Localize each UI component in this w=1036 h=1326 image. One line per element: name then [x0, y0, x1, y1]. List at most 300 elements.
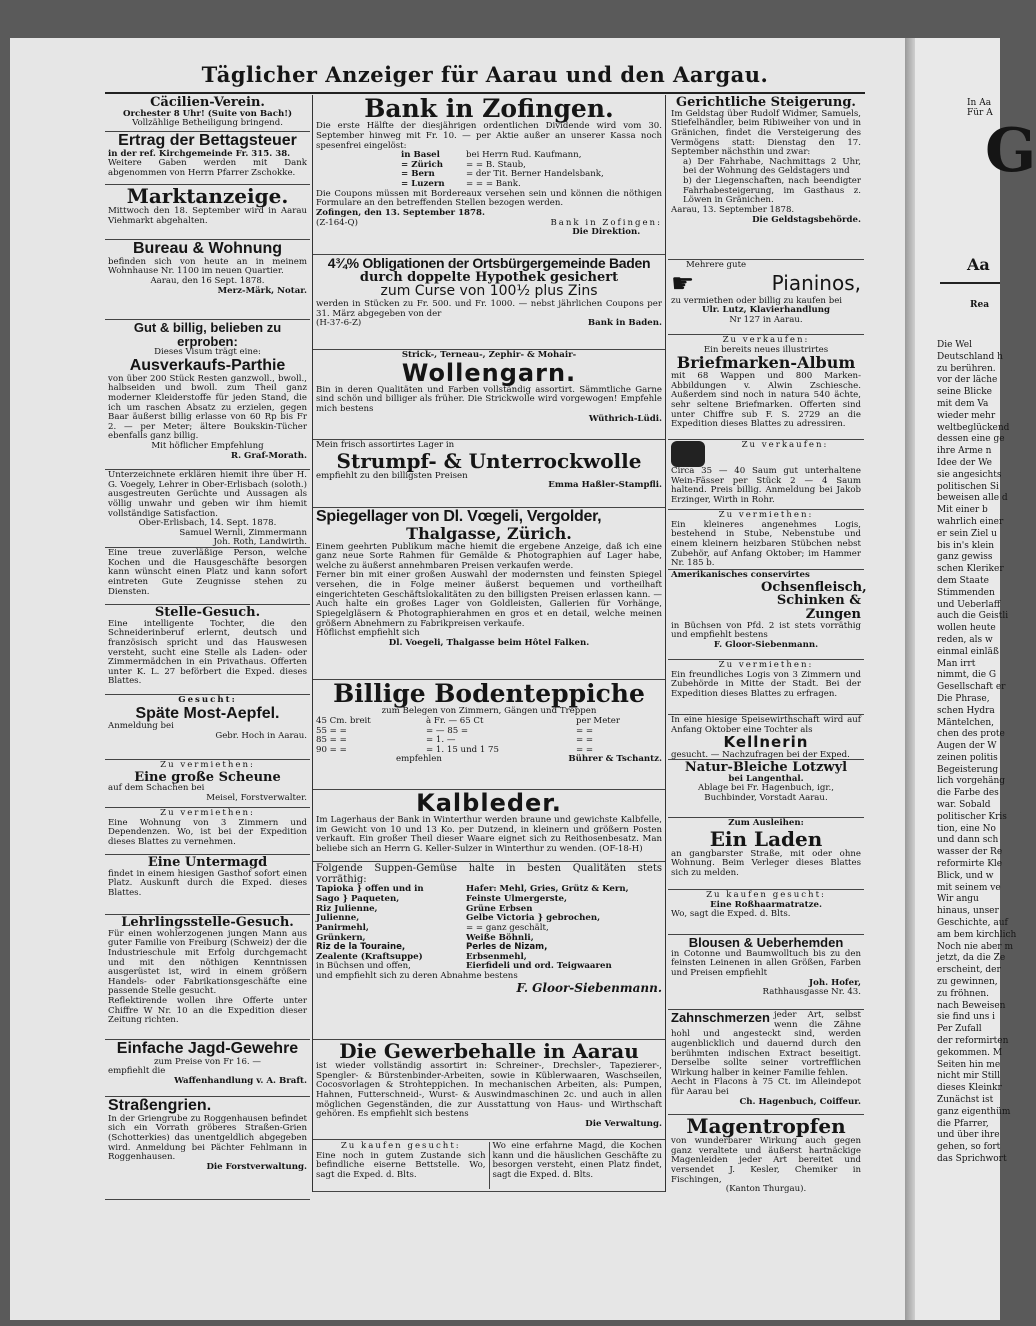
text-line: ihre Arme n: [937, 446, 992, 457]
weinfaesser-heading: [671, 441, 861, 467]
product: Sago } Paqueten,: [316, 894, 400, 904]
ad-wollengarn: [313, 350, 665, 440]
ad-text: in Büchsen und offen,: [316, 961, 411, 972]
ad-bettstelle: [313, 1142, 489, 1189]
text-line: bis in's klein: [937, 540, 995, 551]
ad-title: Eine Untermagd: [147, 855, 268, 870]
ad-text: in der ref. Kirchgemeinde Fr. 315. 38.: [108, 148, 291, 159]
text-line: Seiten hin me: [937, 1059, 1001, 1070]
text-line: war. Sobald: [937, 800, 991, 811]
ad-text: von wunderbarer Wirkung auch gegen ganz veraltete und äußerst hartnäckige Magenleiden jeder Art bereitet und versendet J. Kesler, Chemiker in Fischingen,: [671, 1136, 861, 1185]
barrel-icon: [671, 441, 705, 467]
text-line: Man irrt: [937, 658, 976, 669]
ad-footer: [316, 319, 662, 329]
ad-text: b) der Liegenschaften, nach beendigter Fahrhabesteigerung, im Gasthaus z. Löwen in Gränichen.: [683, 176, 861, 206]
ad-title: Zahnschmerzen: [671, 1010, 770, 1025]
ad-title: Blousen & Ueberhemden: [688, 935, 844, 950]
ad-title: Gerichtliche Steigerung.: [676, 95, 856, 110]
price-value: à Fr. — 65 Ct: [426, 715, 484, 726]
header-line: Für A: [967, 108, 993, 119]
ad-subtitle: Dieses Visum trägt eine:: [154, 347, 261, 358]
price-value: = — 85 =: [426, 725, 469, 736]
product: Hafer: Mehl, Gries, Grütz & Kern,: [466, 884, 629, 895]
branch-bank: = = = Bank.: [466, 179, 521, 189]
ad-text: Anmeldung bei: [108, 721, 174, 732]
ad-signature: F. Gloor-Siebenmann.: [516, 980, 662, 995]
branch-city: in Basel: [401, 150, 440, 161]
masthead: Täglicher Anzeiger für Aarau und den Aargau.: [201, 62, 769, 87]
signature-line: Bank in Zofingen:: [550, 217, 662, 228]
ad-signature: Die Geldstagsbehörde.: [752, 214, 861, 225]
text-line: Deutschland h: [937, 351, 1003, 362]
text-line: weltbeglückend: [937, 422, 1010, 433]
ad-text: mit 68 Wappen und 800 Marken-Abbildungen v. Alwin Zschiesche. Außerdem sind noch in natura 540 ächte, sehr seltene Briefmarken. Offerten sind unter Chiffre sub F. S. 2729 an die Expedition dieses Blattes zu adressiren.: [671, 371, 861, 430]
interest-rate: 4¾%: [327, 255, 359, 271]
ad-subtitle: Zu verkaufen:: [722, 335, 810, 345]
ad-kellnerin: [668, 715, 864, 760]
ad-title: Marktanzeige.: [126, 184, 289, 208]
ad-rosshaarmatratze: [668, 890, 864, 935]
ad-title: Bureau & Wohnung: [132, 240, 283, 257]
ad-title: Ausverkaufs-Parthie: [129, 356, 286, 374]
ad-subtitle: Ein bereits neues illustrirtes: [703, 344, 829, 355]
product: Panirmehl,: [316, 922, 369, 933]
product: Perles de Nizam,: [466, 942, 548, 953]
product: Gelbe Victoria } gebrochen,: [466, 913, 601, 924]
text-line: gehen, so fort: [937, 1142, 1001, 1153]
price-unit: per Meter: [576, 715, 620, 726]
ad-text: Zofingen, den 13. September 1878.: [316, 207, 485, 218]
text-line: Zunächst ist: [937, 1095, 994, 1105]
product: Zealente (Kraftsuppe): [316, 951, 423, 962]
signature-line: Die Direktion.: [572, 227, 641, 238]
ad-title: Straßengrien.: [108, 1097, 212, 1114]
text-line: hinaus, unser: [937, 906, 999, 917]
text-line: Geschichte, auf: [937, 918, 1008, 929]
next-page-text: [937, 340, 1016, 1166]
ad-scheune: [105, 760, 310, 808]
ad-magd: [489, 1142, 666, 1189]
ad-signature: Emma Haßler-Stampfli.: [548, 480, 662, 491]
text-line: er sein Ziel u: [937, 528, 997, 539]
ad-text: zum Preise von Fr 16. —: [154, 1056, 261, 1067]
next-page-rule: [940, 282, 1000, 284]
branch-city: = Zürich: [401, 159, 443, 170]
ad-row-small: [313, 1140, 665, 1192]
ad-subtitle: durch doppelte Hypothek gesichert: [359, 269, 619, 285]
ad-signature: Wüthrich-Lüdi.: [588, 413, 662, 424]
ad-logis-2: [668, 660, 864, 715]
ad-title: Stelle-Gesuch.: [154, 605, 261, 620]
ad-text: Einem geehrten Publikum mache hiemit die ergebene Anzeige, daß ich eine ganz neue Sorte Rahmen für Gemälde & Photographien auf Lager habe, welche zu äußerst annehmbaren Preisen verkaufen werde.: [316, 541, 662, 571]
price-unit: = =: [576, 725, 594, 736]
ad-title: Spiegellager von Dl. Vœgeli, Vergolder,: [316, 508, 602, 525]
ad-subtitle: Mehrere gute: [686, 260, 747, 270]
text-line: zu fröhnen.: [937, 988, 990, 999]
ad-text: Aecht in Flacons à 75 Ct. im Alleindepot für Aarau bei: [671, 1077, 861, 1097]
ad-naturbleiche: [668, 760, 864, 818]
ad-subtitle: Thalgasse, Zürich.: [406, 523, 572, 543]
text-line: die Pfarrer,: [937, 1118, 989, 1129]
ad-subtitle: Zu vermiethen:: [160, 808, 255, 818]
header-line: In Aa: [967, 98, 992, 108]
ad-text: Aarau, 13. September 1878.: [671, 204, 795, 215]
ad-title: Ertrag der Bettagsteuer: [118, 132, 297, 149]
ad-text: in Büchsen von Pfd. 2 ist stets vorräthig und empfiehlt bestens: [671, 620, 861, 641]
text-line: Mäntelchen,: [937, 717, 995, 728]
product: Tapioka } offen und in: [316, 884, 424, 895]
text-line: die Farbe des: [937, 788, 999, 799]
ad-signature: Dl. Voegeli, Thalgasse beim Hôtel Falken.: [388, 637, 590, 648]
ad-title: Pianinos,: [771, 271, 861, 296]
ad-code: (Z-164-Q): [316, 217, 358, 228]
ad-ausverkauf: [105, 320, 310, 470]
ad-text: empfehlen: [396, 754, 442, 765]
ad-text: Ablage bei Fr. Hagenbuch, igr., Buchbinder, Vorstadt Aarau.: [697, 783, 835, 803]
text-line: zeinen politis: [937, 752, 998, 763]
ad-code: (H-37-6-Z): [316, 318, 362, 329]
ad-ochsenfleisch: [668, 570, 867, 660]
ad-text: auf dem Schachen bei: [108, 783, 205, 794]
product-list-right: [466, 885, 662, 972]
ad-title: Einfache Jagd-Gewehre: [116, 1040, 299, 1057]
ad-footer: [316, 219, 662, 238]
price-value: = 1. —: [426, 735, 456, 746]
product: Riz Julienne,: [316, 903, 378, 914]
text-line: das Sprichwort: [937, 1153, 1007, 1164]
ad-text: Eine treue zuverläßige Person, welche Kochen und die Hausgeschäfte besorgen kann wünscht einen Platz und kann sofort eintreten Gute Zeugnisse stehen zu Diensten.: [108, 548, 307, 597]
text-line: einmal einläß: [937, 646, 999, 657]
ad-magentropfen: [668, 1115, 864, 1200]
text-line: wollen heute: [937, 623, 996, 634]
text-line: zu berühren.: [937, 363, 996, 374]
ad-signature: Meisel, Forstverwalter.: [206, 792, 307, 803]
text-line: Die Wel: [937, 340, 973, 350]
price-unit: = =: [576, 735, 594, 746]
product: Julienne,: [316, 913, 360, 924]
ad-text: Ein kleineres angenehmes Logis, bestehend in Stube, Nebenstube und einem kleinern heizbaren Stübchen nebst Zubehör, auf Anfang Oktober; im Hammer Nr. 185 b.: [671, 519, 861, 569]
branch-city: = Luzern: [401, 179, 445, 189]
text-line: Augen der W: [937, 741, 997, 752]
ad-text: Reflektirende wollen ihre Offerte unter Chiffre W Nr. 10 an die Expedition dieser Zeitung richten.: [108, 996, 307, 1026]
ad-signature: Ulr. Lutz, Klavierhandlung: [701, 305, 830, 316]
ad-steigerung: [668, 95, 864, 260]
text-line: schen Hydra: [937, 705, 995, 716]
ad-text: Ein freundliches Logis von 3 Zimmern und Zubehörde in Mitte der Stadt. Bei der Expedition dieses Blattes zu erfragen.: [671, 669, 861, 699]
text-line: Noch nie aber m: [937, 941, 1014, 952]
text-line: erscheint, der: [937, 965, 1001, 976]
text-line: der reformirten: [937, 1036, 1009, 1047]
ad-title: Billige Bodenteppiche: [333, 679, 645, 708]
text-line: und dann sch: [937, 835, 999, 846]
text-line: und über ihre: [937, 1130, 1000, 1141]
ad-signature: Joh. Roth, Landwirth.: [213, 537, 307, 548]
price-table: [316, 717, 662, 756]
ad-text: Im Geldstag über Rudolf Widmer, Samuels, Stiefelhändler, beim Ribiweiher von und in Gränichen, findet die Versteigerung des Vermögens statt: Dienstag den 17. September nächsthin und zwar:: [671, 108, 861, 158]
ad-subtitle: Zu kaufen gesucht:: [340, 1141, 461, 1151]
ad-erklaerung: [105, 470, 310, 548]
ad-title: Gut & billig, belieben zu erproben:: [133, 320, 282, 349]
text-line: dem Staate: [937, 575, 989, 586]
ad-strassengrien: [105, 1097, 310, 1200]
branch-bank: bei Herrn Rud. Kaufmann,: [466, 150, 582, 161]
ad-caecilien: [105, 95, 310, 132]
right-column: [668, 95, 867, 1200]
text-line: mit seinem ve: [937, 882, 1001, 893]
ad-subtitle: Zu kaufen gesucht:: [706, 890, 826, 900]
next-page-subtitle: Rea: [970, 300, 990, 310]
text-line: und Ueberlaff: [937, 599, 1001, 610]
ad-treue-person: [105, 548, 310, 605]
ad-title: Späte Most-Aepfel.: [135, 704, 280, 722]
ad-subtitle: Zu vermiethen:: [718, 510, 814, 520]
text-line: nicht mir Still: [937, 1071, 1000, 1082]
ad-text: Eine intelligente Tochter, die den Schneiderinberuf erlernt, deutsch und französisch spricht und das Hauswesen versteht, sucht eine Stelle als Laden- oder Zimmermädchen in ein Privathaus. Offerten unter K. L. 27 beförbert die Exped. dieses Blattes.: [108, 618, 307, 687]
ad-text: In der Griengrube zu Roggenhausen befindet sich ein Vorrath gröberes Straßen-Grien (Schotterkies) das unentgeldlich abgegeben wird. Anmeldung bei Pächter Fehlmann in Roggenhausen.: [108, 1113, 307, 1163]
ad-text: a) Der Fahrhabe, Nachmittags 2 Uhr, bei der Wohnung des Geldstagers und: [683, 156, 861, 177]
ad-gewerbehalle: [313, 1040, 665, 1140]
text-line: am bem kirchlich: [937, 929, 1017, 940]
ad-subtitle: Amerikanisches conservirtes: [671, 570, 810, 580]
ad-text: befinden sich von heute an in meinem Wohnhause Nr. 1100 im neuen Quartier.: [108, 256, 307, 277]
pointing-hand-icon: ☛: [671, 268, 695, 299]
ad-text: Wo, sagt die Exped. d. Blts.: [671, 909, 791, 920]
ad-text: Bin in deren Qualitäten und Farben vollständig assortirt. Sämmtliche Garne sind schön und billiger als früher. Die Strickwolle wird vorgewogen! Empfehle mich bestens: [316, 384, 662, 415]
ad-subtitle: zum Belegen von Zimmern, Gängen und Treppen: [381, 706, 597, 717]
ad-laden: [668, 818, 864, 890]
price-row: [316, 727, 662, 737]
price-width: 85 = =: [316, 735, 347, 746]
ad-text: zu vermiethen oder billig zu kaufen bei: [671, 295, 843, 306]
text-line: zu gewinnen,: [937, 977, 998, 988]
product-list-left: [316, 885, 466, 972]
text-line: mit dem Va: [937, 398, 989, 409]
text-line: ganz gewiss: [937, 552, 993, 563]
ad-pianinos: [668, 260, 864, 335]
ad-title: Lehrlingsstelle-Gesuch.: [121, 915, 294, 930]
ad-strumpfwolle: [313, 440, 665, 508]
product: Grünkern,: [316, 932, 366, 943]
ad-text: von über 200 Stück Resten ganzwoll., bwoll., halbseiden und bwoll. zum Theil ganz moderner Kleiderstoffe für jeden Stand, die ich um raschen Absatz zu erzielen, gegen Baar äußerst billig erlasse von 60 Rp bis Fr 2. — per Meter; ältere Boukskin-Tücher ebenfalls ganz billig.: [108, 373, 307, 442]
text-line: wieder mehr: [937, 410, 996, 421]
ad-signature: Ch. Hagenbuch, Coiffeur.: [739, 1096, 861, 1107]
ad-text: Orchester 8 Uhr! (Suite von Bach!): [122, 108, 293, 119]
ad-wohnung: [105, 808, 310, 855]
ad-text: Mittwoch den 18. September wird in Aarau Viehmarkt abgehalten.: [108, 206, 307, 226]
ad-signature: Die Forstverwaltung.: [206, 1161, 307, 1172]
ad-bodenteppiche: [313, 680, 665, 790]
ad-subtitle: Zu vermiethen:: [160, 760, 255, 770]
ad-marktanzeige: [105, 185, 310, 240]
ad-signature: Die Verwaltung.: [585, 1118, 662, 1129]
ad-logis: [668, 510, 864, 570]
product-lists: [316, 885, 662, 972]
text-line: jetzt, da die Ze: [937, 953, 1006, 964]
ad-title: Magentropfen: [686, 1114, 846, 1138]
price-row: [316, 717, 662, 727]
text-line: reden, als w: [937, 634, 993, 645]
product: Weiße Böhnli,: [466, 932, 534, 943]
next-page-title: Aa: [967, 255, 990, 274]
ad-bureau-wohnung: [105, 240, 310, 320]
ad-obligationen: [313, 255, 665, 350]
text-line: Stimmenden: [937, 587, 995, 598]
ad-bank-zofingen: [313, 95, 665, 255]
ad-text: Ober-Erlisbach, 14. Sept. 1878.: [138, 518, 277, 529]
branch-city: = Bern: [401, 169, 435, 180]
ad-signature: F. Gloor-Siebenmann.: [713, 639, 819, 650]
ad-stelle-gesuch: [105, 605, 310, 695]
ad-text: jeder Art, selbst wenn die Zähne hohl und angesteckt sind, werden augenblicklich und dauernd durch den berühmten indischen Extract beseitigt. Derselbe sollte seiner vortrefflichen Wirkung halber in keiner Familie fehlen.: [671, 1010, 861, 1078]
ad-subtitle: Strick-, Terneau-, Zephir- & Mohair-: [401, 350, 577, 360]
next-page-fragment: [915, 38, 1036, 1320]
ad-text: Folgende Suppen-Gemüse halte in besten Qualitäten stets vorräthig:: [316, 863, 662, 886]
ad-text: Ferner bin mit einer großen Auswahl der modernsten und feinsten Spiegel versehen, die in Folge meiner äußerst bequemen und vortheilhaft eingerichteten Geschäftslokalitäten zu den billigsten Preisen erlassen kann. — Auch halte ein großes Lager von Goldleisten, Gallerien für Vorhänge, Spiegelgläsern & Photographierahmen en gros et en detail, welche meinen größern Abnehmern zu Fabrikpreisen verkaufe.: [316, 570, 662, 629]
ad-weinfaesser: [668, 440, 864, 510]
text-line: Wir angu: [937, 894, 979, 905]
text-line: lich vorgehäng: [937, 776, 1006, 787]
ad-title: Ein Laden: [709, 826, 823, 851]
ad-text: findet in einem hiesigen Gasthof sofort einen Platz. Auskunft durch die Exped. dieses Blattes.: [108, 868, 307, 898]
text-line: beweisen alle d: [937, 493, 1008, 504]
ad-title: Kellnerin: [723, 733, 809, 752]
ad-title: Ochsenfleisch, Schinken & Zungen: [761, 579, 867, 622]
ad-title: Die Gewerbehalle in Aarau: [339, 1039, 639, 1063]
ad-most-aepfel: [105, 695, 310, 760]
ad-title: Obligationen der Ortsbürgergemeinde Baden: [362, 255, 651, 271]
ad-subtitle: Zu verkaufen:: [741, 440, 829, 450]
ad-subtitle: Zu vermiethen:: [718, 660, 814, 670]
text-line: Gesellschaft er: [937, 682, 1006, 693]
price-width: 45 Cm. breit: [316, 715, 371, 726]
ad-signature: R. Graf-Morath.: [230, 450, 307, 461]
text-line: nach Beweisen: [937, 1000, 1006, 1011]
text-line: schen Kleriker: [937, 564, 1004, 575]
ad-subtitle: Mein frisch assortirtes Lager in: [316, 440, 455, 450]
ad-text: in Cotonne und Baumwolltuch bis zu den feinsten Leinenen in allen Größen, Farben und Preisen empfiehlt: [671, 948, 861, 978]
ad-blousen: [668, 935, 864, 1010]
ad-title: Eine große Scheune: [134, 769, 281, 785]
ad-zahnschmerzen: [668, 1010, 864, 1115]
product: Feinste Ulmergerste,: [466, 894, 567, 904]
ad-text: werden in Stücken zu Fr. 500. und Fr. 1000. — nebst jährlichen Coupons per 31. März abgegeben von der: [316, 299, 662, 319]
ad-lehrlingsstelle: [105, 915, 310, 1040]
ad-signature: [550, 219, 662, 238]
text-line: Begeisterung: [937, 764, 999, 775]
ad-text: Vollzählige Betheiligung bringend.: [132, 118, 283, 129]
ad-title: Kalbleder.: [416, 789, 562, 817]
text-line: Blick, und w: [937, 870, 994, 881]
ad-title: Cäcilien-Verein.: [150, 95, 265, 110]
ad-signature: Bührer & Tschantz.: [568, 754, 662, 765]
price-unit: = =: [576, 744, 594, 755]
branch-bank: = der Tit. Berner Handelsbank,: [466, 169, 604, 180]
ad-suppen-gemuese: [313, 862, 665, 1040]
text-line: Per Zufall: [937, 1024, 982, 1035]
ad-text: Rathhausgasse Nr. 43.: [762, 987, 861, 998]
text-line: wasser der Re: [937, 847, 1003, 858]
ad-text: Mit höflicher Empfehlung: [151, 441, 264, 452]
next-page-title-letter: G: [985, 116, 1036, 186]
text-line: seine Blicke: [937, 387, 992, 398]
ad-text: und empfiehlt sich zu deren Abnahme bestens: [316, 971, 518, 981]
text-line: dessen eine ge: [937, 434, 1005, 445]
middle-column: [312, 95, 666, 1192]
ad-subtitle: Gesucht:: [178, 695, 237, 705]
ad-price: zum Curse von 100½ plus Zins: [380, 283, 598, 300]
ad-text: Die erste Hälfte der diesjährigen ordentlichen Dividende wird vom 30. September hinweg mit Fr. 10. — per Aktie außer an unserer Kassa noch spesenfrei eingelöst:: [316, 121, 662, 151]
text-line: politischen Si: [937, 481, 999, 492]
text-line: sie angesichts: [937, 469, 1002, 480]
text-line: Die Phrase,: [937, 693, 990, 704]
ad-text: Wo eine erfahrne Magd, die Kochen kann und die häuslichen Geschäfte zu besorgen versteht, einen Platz findet, sagt die Exped. d. Blts.: [492, 1141, 662, 1180]
ad-text: an gangbarster Straße, mit oder ohne Wohnung. Beim Verleger dieses Blattes sich zu melden.: [671, 848, 861, 878]
ad-signature: Waffenhandlung v. A. Braft.: [174, 1076, 307, 1087]
branch-bank: = = B. Staub,: [466, 159, 526, 170]
ad-signature: Merz-Märk, Notar.: [217, 285, 307, 296]
ad-text: Aarau, den 16 Sept. 1878.: [150, 276, 265, 287]
ad-text: Eine Wohnung von 3 Zimmern und Dependenzen. Wo, ist bei der Expedition dieses Blattes zu vernehmen.: [108, 817, 307, 847]
product: Riz de la Touraine,: [316, 942, 406, 953]
ad-briefmarken: [668, 335, 864, 440]
ad-body: [316, 816, 662, 855]
ad-text: Nr 127 in Aarau.: [729, 314, 803, 325]
text-line: Mit einer b: [937, 505, 988, 516]
ad-text: Im Lagerhaus der Bank in Winterthur werden braune und gewichste Kalbfelle, im Gewicht von 10 und 13 Ko. per Dutzend, in kleinern und größern Posten verkauft. Ein großer Theil dieser Waare eignet sich zu Reithosenbesatz. Man beliebe sich an Herrn G. Keller-Sulzer in Winterthur zu wenden.: [316, 815, 662, 855]
text-line: tion, eine No: [937, 823, 996, 834]
text-line: nimmt, die G: [937, 670, 997, 681]
ad-title: Natur-Bleiche Lotzwyl: [684, 760, 848, 775]
text-line: wahrlich einer: [937, 516, 1004, 527]
branch-list: [316, 151, 662, 190]
text-line: ganz eigenthüm: [937, 1106, 1011, 1117]
product: Eierfideli und ord. Teigwaaren: [466, 961, 612, 972]
ad-code: (OF-18-H): [599, 844, 643, 855]
ad-text: Weitere Gaben werden mit Dank abgenommen von Herrn Pfarrer Zschokke.: [108, 158, 307, 179]
ad-title: Briefmarken-Album: [676, 353, 856, 373]
text-line: gekommen. M: [937, 1047, 1003, 1058]
product: Grüne Erbsen: [466, 903, 533, 914]
text-line: chen des prote: [937, 729, 1005, 740]
left-column: [105, 95, 310, 1200]
ad-signature: Gebr. Hoch in Aarau.: [215, 731, 307, 742]
ad-text: gesucht. — Nachzufragen bei der Exped.: [671, 750, 850, 760]
ad-spiegellager: [313, 508, 665, 680]
product: = = ganz geschält,: [466, 922, 549, 933]
text-line: Idee der We: [937, 457, 992, 468]
page-fold: [905, 38, 915, 1320]
pianinos-heading: [671, 268, 861, 299]
price-value: = 1. 15 und 1 75: [426, 744, 499, 755]
ad-text: ist wieder vollständig assortirt in: Schreiner-, Drechsler-, Tapezierer-, Spengler- & Bürstenbinder-Arbeiten, sowie in Küblerwaaren, Waschseilen, Cocosvorlagen & Strohteppichen. In mechanischen Arbeiten, als: Pumpen, Hahnen, Futterschneid-, Wurst- & Auswindmaschinen 2c. und auch in allen möglichen Gegenständen, die zur Ausstattung von Haus- und Wirthschaft gehören. Es empfiehlt sich bestens: [316, 1061, 662, 1120]
ad-bettagsteuer: [105, 132, 310, 185]
ad-title-line: [316, 256, 662, 271]
ad-text: Höflichst empfiehlt sich: [316, 628, 420, 639]
price-width: 90 = =: [316, 744, 347, 755]
ad-footer: [316, 755, 662, 765]
ad-signature: Bank in Baden.: [587, 318, 662, 329]
text-line: vor der läche: [937, 375, 998, 386]
text-line: politischer Kris: [937, 811, 1007, 822]
ad-subtitle: bei Langenthal.: [728, 773, 804, 784]
ad-title: Bank in Zofingen.: [364, 94, 614, 123]
ad-signature: Samuel Wernli, Zimmermann: [179, 527, 307, 538]
ad-subtitle: Zum Ausleihen:: [728, 818, 804, 828]
ad-text: Unterzeichnete erklären hiemit ihre über H. G. Voegely, Lehrer in Ober-Erlisbach (soloth.) ausgestreuten Gerüchte und Aussagen als völlig unwahr und geben wir ihm hiemit vollständige Satisfaction.: [108, 470, 307, 519]
text-line: dieses Kleinkr: [937, 1083, 1002, 1094]
ad-text: Für einen wohlerzogenen jungen Mann aus guter Familie von Freiburg (Schweiz) der die Industrieschule mit Erfolg durchgemacht und mit den nöthigen Kenntnissen ausgerüstet ist, wird in einem größern Handels- oder Fabrikationsgeschäfte eine passende Stelle gesucht.: [108, 928, 307, 997]
ad-text: Eine noch in gutem Zustande sich befindliche eiserne Bettstelle. Wo, sagt die Exped. d. Blts.: [316, 1150, 486, 1180]
